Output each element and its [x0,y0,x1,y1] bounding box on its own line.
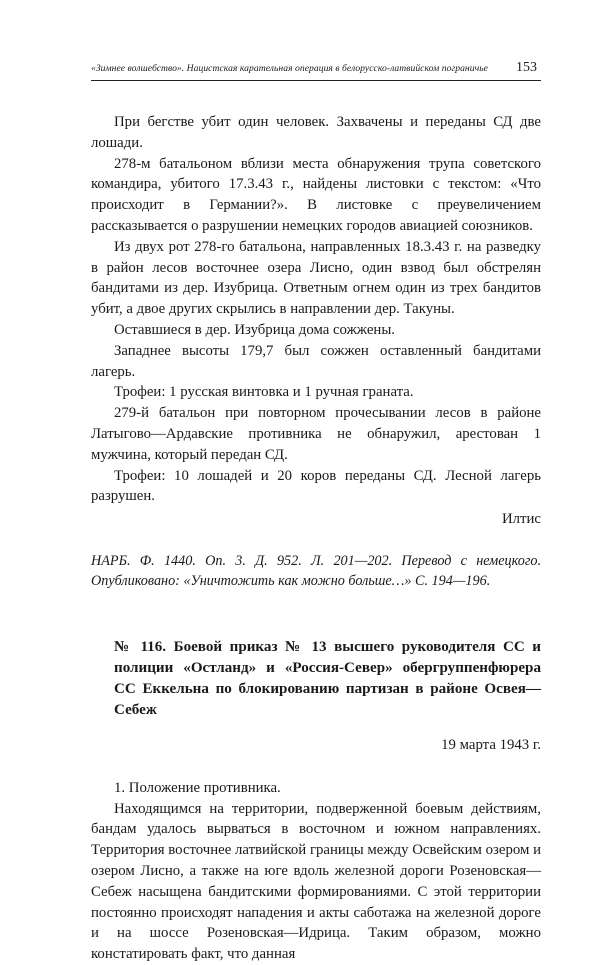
running-header [91,60,541,80]
document-paragraph: 1. Положение противника. [114,779,281,796]
report-paragraph: Из двух рот 278-го батальона, направленных 18.3.43 г. на разведку в район лесов восточнее озера Лисно, один взвод был обстрелян бандитами из дер. Изубрица. Ответным огнем один из трех бандитов убит, а двое других скрылись в направлении дер. Такуны. [91,238,541,318]
report-paragraph: 279-й батальон при повторном прочесывании лесов в районе Латыгово—Ардавские противника не обнаружил, арестован 1 мужчина, который передан СД. [91,405,541,463]
report-paragraph: Трофеи: 10 лошадей и 20 коров переданы СД. Лесной лагерь разрушен. [91,467,541,505]
report-paragraph: При бегстве убит один человек. Захвачены и переданы СД две лошади. [91,114,541,151]
document-heading: № 116. Боевой приказ № 13 высшего руководителя СС и полиции «Остланд» и «Россия-Север» обергруппенфюрера СС Еккельна по блокированию партизан в районе Освея—Себеж [114,638,541,718]
running-title: «Зимнее волшебство». Нацистская карательная операция в белорусско-латвийском пограничье [91,63,488,74]
signature: Илтис [501,511,541,528]
archival-note: НАРБ. Ф. 1440. Оп. 3. Д. 952. Л. 201—202. Перевод с немецкого. Опубликовано: «Уничтожить как можно больше…» С. 194—196. [91,552,541,589]
page-content [91,112,541,965]
report-paragraph: Западнее высоты 179,7 был сожжен оставленный бандитами лагерь. [91,342,541,380]
document-body [91,778,541,965]
document-date: 19 марта 1943 г. [441,736,541,753]
page-number: 153 [516,60,537,75]
report-paragraph: Оставшиеся в дер. Изубрица дома сожжены. [114,321,395,338]
header-rule [91,80,541,81]
report-paragraph: Трофеи: 1 русская винтовка и 1 ручная граната. [114,384,414,401]
report-paragraph: 278-м батальоном вблизи места обнаружения трупа советского командира, убитого 17.3.43 г., найдены листовки с текстом: «Что происходит в Германии?». В листовке с преувеличением рассказывается о разрушении немецких городов авиацией союзников. [91,155,541,234]
document-paragraph: Находящимся на территории, подверженной боевым действиям, бандам удалось вырваться в восточном и южном направлениях. Территория восточнее латвийской границы между Освейским озером и озером Лисно, а также на юге вдоль железной дороги Розеновская—Себеж насыщена бандитскими формированиями. С этой территории постоянно происходят нападения и акты саботажа на железной дороге и на шоссе Розеновская—Идрица. Таким образом, можно констатировать факт, что данная [91,800,541,963]
report-text [91,112,541,530]
